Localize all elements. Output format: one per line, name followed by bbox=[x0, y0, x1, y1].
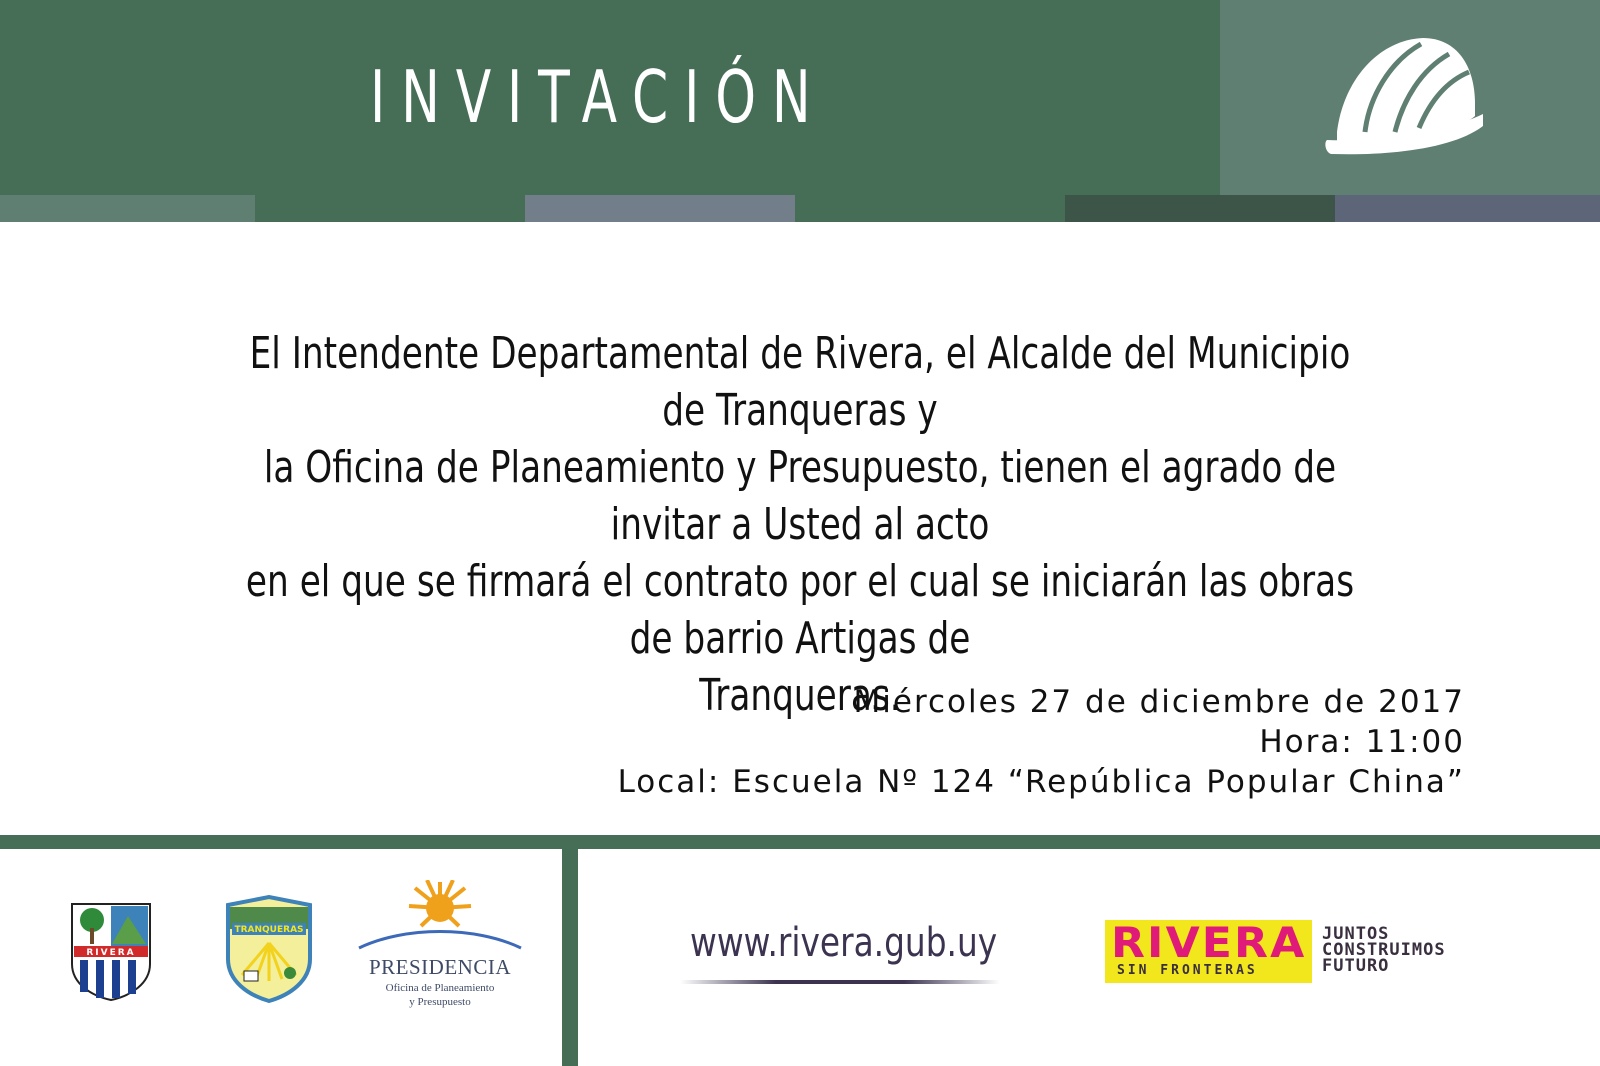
invitation-line: Tranqueras. bbox=[699, 670, 901, 721]
opp-label bbox=[355, 981, 525, 1009]
rivera-brand-tagline: SIN FRONTERAS bbox=[1117, 963, 1258, 978]
event-date: Miércoles 27 de diciembre de 2017 bbox=[853, 684, 1465, 720]
hard-hat-icon bbox=[1325, 28, 1485, 160]
opp-line: Oficina de Planeamiento bbox=[385, 982, 495, 994]
footer-vertical-divider bbox=[562, 849, 578, 1066]
page-title: INVITACIÓN bbox=[370, 55, 827, 139]
opp-line: y Presupuesto bbox=[409, 996, 471, 1008]
presidencia-sun-logo bbox=[355, 880, 525, 954]
rivera-crest-label: RIVERA bbox=[86, 948, 136, 958]
event-place: Local: Escuela Nº 124 “República Popular China” bbox=[617, 764, 1465, 800]
invitation-line: en el que se firmará el contrato por el cual se iniciarán las obras de barrio Artigas de bbox=[245, 556, 1355, 664]
invitation-line: la Oficina de Planeamiento y Presupuesto, tienen el agrado de invitar a Usted al acto bbox=[263, 442, 1337, 550]
header-stripe bbox=[255, 195, 525, 222]
rivera-crest-logo bbox=[70, 902, 152, 1002]
header-stripe bbox=[795, 195, 1065, 222]
rivera-brand-name: RIVERA bbox=[1111, 918, 1307, 967]
event-time: Hora: 11:00 bbox=[1259, 724, 1465, 760]
header-stripe bbox=[1065, 195, 1335, 222]
header-stripe bbox=[0, 195, 255, 222]
website-link[interactable]: www.rivera.gub.uy bbox=[690, 920, 998, 966]
website-underline bbox=[680, 980, 1000, 984]
invitation-line: El Intendente Departamental de Rivera, el Alcalde del Municipio de Tranqueras y bbox=[249, 328, 1351, 436]
header-stripe bbox=[1335, 195, 1600, 222]
slogan-line: JUNTOS bbox=[1322, 924, 1390, 944]
invitation-text bbox=[238, 325, 1361, 724]
tranqueras-crest-label: TRANQUERAS bbox=[234, 925, 304, 935]
brand-slogan bbox=[1322, 926, 1446, 974]
presidencia-label: PRESIDENCIA bbox=[368, 955, 511, 979]
tranqueras-crest-logo bbox=[222, 895, 316, 1003]
slogan-line: CONSTRUIMOS bbox=[1322, 940, 1446, 960]
event-details bbox=[618, 682, 1465, 802]
slogan-line: FUTURO bbox=[1322, 956, 1390, 976]
footer-divider-line bbox=[0, 835, 1600, 849]
header-stripe bbox=[525, 195, 795, 222]
